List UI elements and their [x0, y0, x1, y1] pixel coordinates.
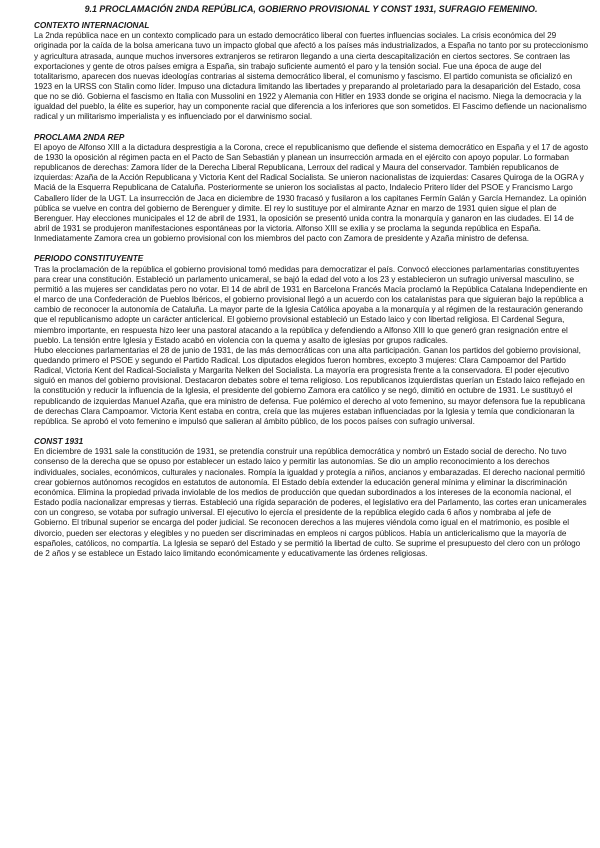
section-contexto-internacional: [34, 21, 588, 123]
section-paragraph: Tras la proclamación de la república el gobierno provisional tomó medidas para democratizar el país. Convocó elecciones parlamentarias constituyentes para crear una constitución. Estableció un parlamento unicameral, se bajó la edad del voto a los 23 y establecieron un sufragio universal masculino, se permitió a las mujeres ser candidatas pero no votar. El 14 de abril de 1931 en Barcelona Francés Macía proclamó la República Catalana Independiente en el marco de una Confederación de Pueblos Ibéricos, el gobierno provisional llegó a un acuerdo con los catalanistas para que siguieran bajo la república a cambio de reconocer la autonomía de Cataluña. La mayor parte de la Iglesia Católica apoyaba a la monarquía y al régimen de la restauración generando que el republicanismo adopte un carácter anticlerical. El gobierno provisional estableció un Estado laico y con libertad religiosa. El Cardenal Segura, miembro importante, en respuesta hizo leer una pastoral atacando a la república y defendiendo a Alfonso XIII lo que generó gran resignación entre el pueblo. La tensión entre Iglesia y Estado acabó en violencia con la quema y asalto de iglesias por grupos radicales.: [34, 264, 588, 345]
section-heading: PROCLAMA 2NDA REP: [34, 132, 125, 142]
document-title: 9.1 PROCLAMACIÓN 2NDA REPÚBLICA, GOBIERNO PROVISIONAL Y CONST 1931, SUFRAGIO FEMENINO.: [84, 4, 538, 14]
section-heading: CONTEXTO INTERNACIONAL: [34, 21, 150, 30]
section-const-1931: [34, 437, 588, 559]
section-heading: PERIODO CONSTITUYENTE: [34, 254, 144, 264]
section-periodo-constituyente: [34, 254, 588, 427]
section-paragraph: La 2nda república nace en un contexto complicado para un estado democrático liberal con fuertes influencias sociales. La crisis económica del 29 originada por la caída de la bolsa americana tuvo un impacto global que afectó a los países más industrializados, a España no tanto por su proteccionismo y agricultura atrasada, aunque muchos inversores extranjeros se retiraron llegando a una cierta descapitalización en ciertos sectores. Se contraen las exportaciones y gente de otros países emigra a España, sin trabajo suficiente aumentó el paro y la tensión social. Fue una época de auge del totalitarismo, aparecen dos nuevas ideologías contrarias al sistema democrático liberal, el comunismo y fascismo. El partido comunista se oficializó en 1923 en la URSS con Stalin como líder. Impuso una dictadura limitando las libertades y preparando al proletariado para la desaparición del Estado, cosa que no se dió. Gobierna el fascismo en Italia con Mussolini en 1922 y Alemania con Hitler en 1933 donde se origina el nacismo. Niega la democracia y la igualdad del pueblo, la élite es superior, hay un componente racial que diferencia a los inferiores que son sometidos. El Fascimo defiende un nacionalismo radical y un militarismo imperialista y es influenciado por el darwinismo social.: [34, 31, 588, 122]
section-proclama-2nda-rep: [34, 133, 588, 245]
section-paragraph: El apoyo de Alfonso XIII a la dictadura desprestigia a la Corona, crece el republicanismo que defiende el sistema democrático en España y el 17 de agosto de 1930 la oposición al régimen pacta en el Pacto de San Sebastián y planean un insurrección armada en el ejército con apoyo popular. Lo formaban republicanos de derechas: Zamora líder de la Derecha Liberal Republicana, Lerroux del radical y Maura del conservador. También republicanos de izquierdas: Azaña de la Acción Republicana y Victoria Kent del Radical Socialista. Se unieron nacionalistas de izquierdas: Casares Quiroga de la OGRA y Maciá de la Esquerra Republicana de Cataluña. Posteriormente se unieron los socialistas al pacto, Indalecio Pritero líder del PSOE y Francismo Largo Caballero líder de la UGT. La insurrección de Jaca en diciembre de 1930 fracasó y fusilaron a los capitanes Fermín Galán y García Hernandez. La opinión pública se vuelve en contra del gobierno de Berenguer y dimite. El rey lo sustituye por el almirante Aznar en marzo de 1931 quien sigue el plan de Berenguer. Hay elecciones municipales el 12 de abril de 1931, la oposición se presentó unida contra la monarquía y ganaron en las ciudades. El 14 de abril de 1931 se produjeron manifestaciones espontáneas por la victoria. Alfonso XIII se exilia y se proclama la segunda república en España. Inmediatamente Zamora crea un gobierno provisional con los miembros del pacto con Zamora de presidente y Azaña ministro de defensa.: [34, 142, 588, 244]
section-heading: CONST 1931: [34, 437, 84, 447]
section-paragraph: En diciembre de 1931 sale la constitución de 1931, se pretendía construir una república democrática y nombró un Estado social de derecho. No tuvo consenso de la derecha que se opuso por establecer un estado laico y permitir las autonomías. Se dio un amplio reconocimiento a los derechos individuales, sociales, económicos, culturales y nacionales. Rompía la igualdad y protegía a niños, ancianos y embarazadas. El derecho nacional permitió crear gobiernos autónomos recogidos en estatutos de autonomía. El Estado debía extender la educación general mínima y eliminar la discriminación económica. Elimina la propiedad privada inviolable de los medios de producción que quedan subordinados a los intereses de la economía nacional, el Estado podía nacionalizar empresas y tierras. Estableció una rígida separación de poderes, el legislativo era del Parlamento, las cortes eran unicamerales con un congreso, se votaba por sufragio universal. El ejecutivo lo ejercía el presidente de la república elegido cada 6 años y nombraba al jefe de Gobierno. El tribunal superior se encarga del poder judicial. Se reconocen derechos a las mujeres viéndola como igual en el matrimonio, es posible el divorcio, pueden ser electoras y elegibles y no pueden ser discriminadas en empleos ni cargos públicos. Había un anticlericalismo que la mayoría de españoles, católicos, no compartía. La Iglesia se separó del Estado y se permitió la libertad de culto. Se suprime el presupuesto del clero con un prólogo de 2 años y se establece un Estado laico limitando económicamente y educativamente las órdenes religiosas.: [34, 447, 587, 558]
section-paragraph: Hubo elecciones parlamentarias el 28 de junio de 1931, de las más democráticas con una alta participación. Ganan los partidos del gobierno provisional, quedando primero el PSOE y segundo el Partido Radical. Los diputados elegidos fueron hombres, excepto 3 mujeres: Clara Campoamor del Partido Radical, Victoria Kent del Radical-Socialista y Margarita Nelken del Socialista. La mayoría era progresista frente a la conservadora. El poder ejecutivo siguió en manos del gobierno provisional. Destacaron debates sobre el tema religioso. Los republicanos izquierdistas querían un Estado laico reflejado en la constitución y reducir la influencia de la Iglesia, el presidente del gobierno Zamora era católico y se negó, dimitió en octubre de 1931. Le sustituyó el republicando de izquierdas Manuel Azaña, que era ministro de defensa. Fue polémico el derecho al voto femenino, su mayor defensora fue la republicana de derechas Clara Campoamor. Victoria Kent estaba en contra, creía que las mujeres estaban influenciadas por la Iglesia y temía que condicionaran la república. Se aprobó el voto femenino e impulsó que salieran al ámbito público, de los pocos países con sufragio universal.: [34, 345, 586, 426]
